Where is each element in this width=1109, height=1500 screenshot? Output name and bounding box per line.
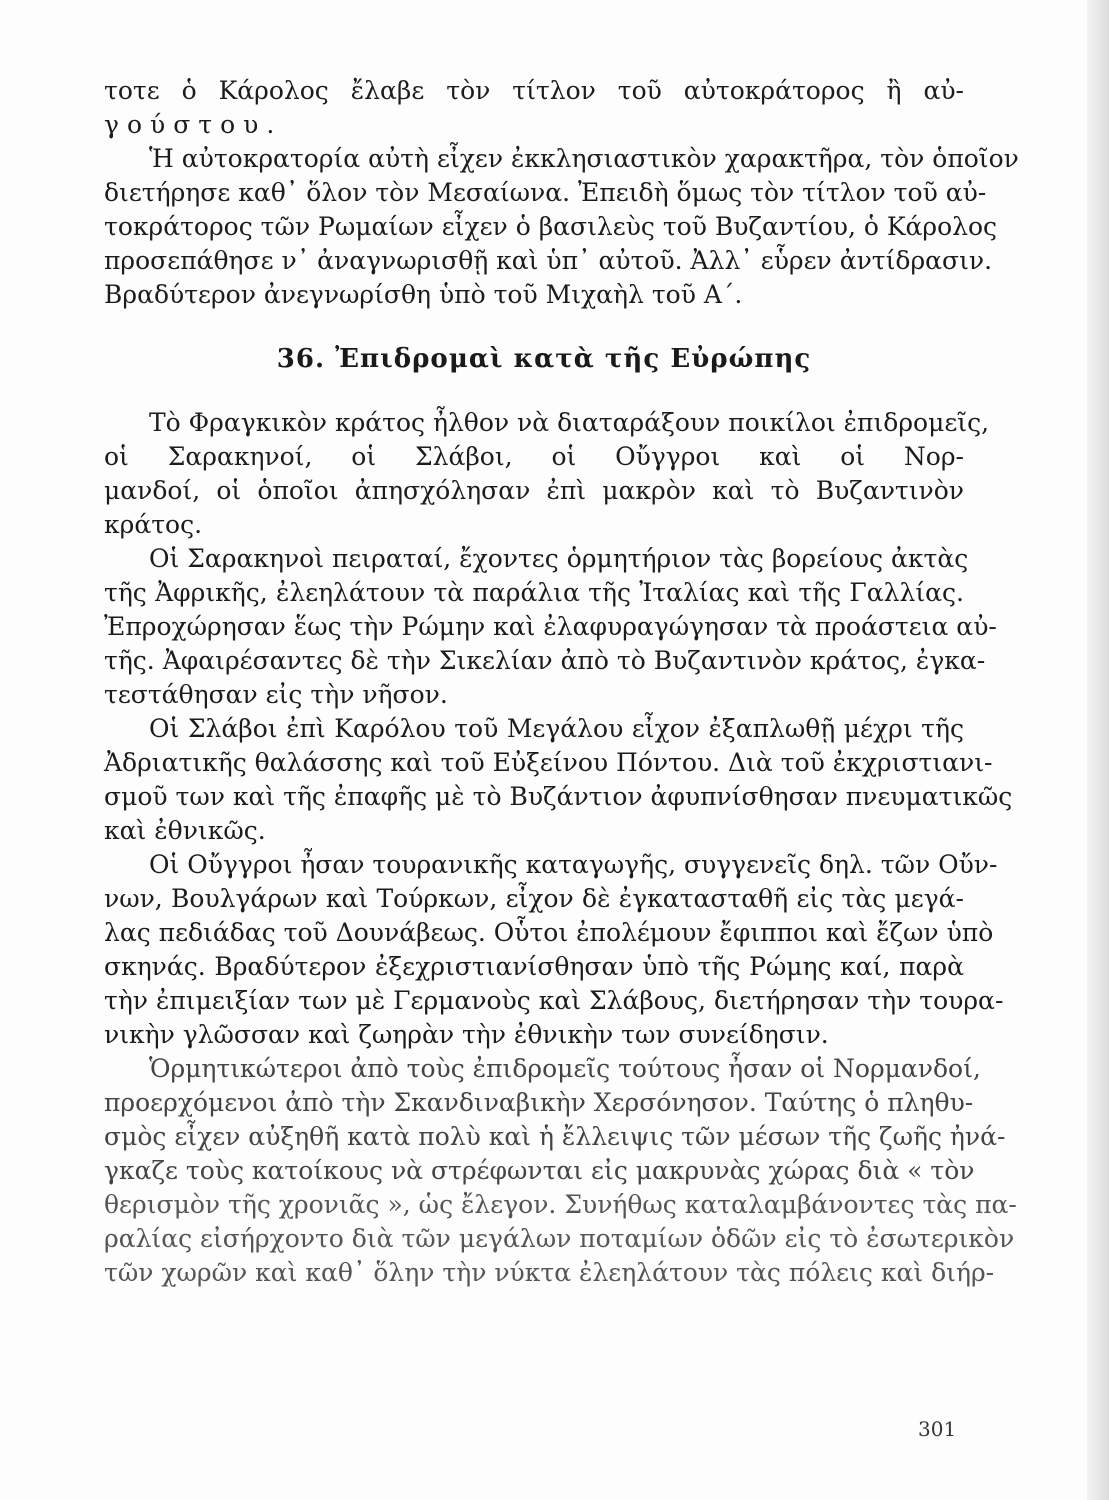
text-line: σκηνάς. Βραδύτερον ἐξεχριστιανίσθησαν ὑπὸ τῆς Ρώμης καί, παρὰ <box>104 952 964 981</box>
text-line: Ἀδριατικῆς θαλάσσης καὶ τοῦ Εὐξείνου Πόντου. Διὰ τοῦ ἐκχριστιανι- <box>104 748 993 777</box>
text-line: διετήρησε καθ᾽ ὅλον τὸν Μεσαίωνα. Ἐπειδὴ ὅμως τὸν τίτλον τοῦ αὐ- <box>104 178 987 207</box>
text-line: Τὸ Φραγκικὸν κράτος ἦλθον νὰ διαταράξουν ποικίλοι ἐπιδρομεῖς, <box>149 408 990 437</box>
text-line: προσεπάθησε ν᾽ ἀναγνωρισθῇ καὶ ὑπ᾽ αὐτοῦ. Ἀλλ᾽ εὗρεν ἀντίδρασιν. <box>104 246 993 275</box>
text-line: γούστου. <box>104 110 283 139</box>
text-line: μανδοί, οἱ ὁποῖοι ἀπησχόλησαν ἐπὶ μακρὸν καὶ τὸ Βυζαντινὸν <box>104 476 964 505</box>
text-line: τῆς Ἀφρικῆς, ἐλεηλάτουν τὰ παράλια τῆς Ἰταλίας καὶ τῆς Γαλλίας. <box>104 578 964 607</box>
text-line: θερισμὸν τῆς χρονιᾶς », ὡς ἔλεγον. Συνήθως καταλαμβάνοντες τὰς πα- <box>104 1190 1017 1219</box>
text-line: καὶ ἐθνικῶς. <box>104 816 266 845</box>
section-heading: 36. Ἐπιδρομαὶ κατὰ τῆς Εὐρώπης <box>276 344 812 374</box>
text-line: Βραδύτερον ἀνεγνωρίσθη ὑπὸ τοῦ Μιχαὴλ τοῦ Α΄. <box>104 280 743 309</box>
page-number: 301 <box>918 1417 957 1441</box>
text-line: Οἱ Σαρακηνοὶ πειραταί, ἔχοντες ὁρμητήριον τὰς βορείους ἀκτὰς <box>149 544 969 573</box>
text-line: τοκράτορος τῶν Ρωμαίων εἶχεν ὁ βασιλεὺς τοῦ Βυζαντίου, ὁ Κάρολος <box>104 212 998 241</box>
text-line: νων, Βουλγάρων καὶ Τούρκων, εἶχον δὲ ἐγκατασταθῆ εἰς τὰς μεγά- <box>104 884 964 913</box>
text-line: προερχόμενοι ἀπὸ τὴν Σκανδιναβικὴν Χερσόνησον. Ταύτης ὁ πληθυ- <box>104 1088 974 1117</box>
text-line: σμὸς εἶχεν αὐξηθῆ κατὰ πολὺ καὶ ἡ ἔλλειψις τῶν μέσων τῆς ζωῆς ἠνά- <box>104 1122 1006 1151</box>
text-line: ραλίας εἰσήρχοντο διὰ τῶν μεγάλων ποταμίων ὁδῶν εἰς τὸ ἐσωτερικὸν <box>104 1224 1015 1253</box>
text-line: τῆς. Ἀφαιρέσαντες δὲ τὴν Σικελίαν ἀπὸ τὸ Βυζαντινὸν κράτος, ἐγκα- <box>104 646 986 675</box>
page-text <box>104 74 1019 1290</box>
text-line: σμοῦ των καὶ τῆς ἐπαφῆς μὲ τὸ Βυζάντιον ἀφυπνίσθησαν πνευματικῶς <box>104 782 1013 811</box>
text-line: Ὁρμητικώτεροι ἀπὸ τοὺς ἐπιδρομεῖς τούτους ἦσαν οἱ Νορμανδοί, <box>149 1054 981 1083</box>
text-line: τεστάθησαν εἰς τὴν νῆσον. <box>104 680 448 709</box>
text-line: κράτος. <box>104 510 203 539</box>
text-line: οἱ Σαρακηνοί, οἱ Σλάβοι, οἱ Οὔγγροι καὶ οἱ Νορ- <box>104 442 964 471</box>
text-line: Ἐπροχώρησαν ἕως τὴν Ρώμην καὶ ἐλαφυραγώγησαν τὰ προάστεια αὐ- <box>104 612 997 641</box>
text-line: τῶν χωρῶν καὶ καθ᾽ ὅλην τὴν νύκτα ἐλεηλάτουν τὰς πόλεις καὶ διήρ- <box>104 1258 995 1287</box>
text-line: λας πεδιάδας τοῦ Δουνάβεως. Οὗτοι ἐπολέμουν ἔφιπποι καὶ ἔζων ὑπὸ <box>104 918 994 947</box>
page-edge-shadow <box>1087 0 1109 1500</box>
text-line: Οἱ Οὔγγροι ἦσαν τουρανικῆς καταγωγῆς, συγγενεῖς δηλ. τῶν Οὔν- <box>149 850 998 879</box>
text-line: νικὴν γλῶσσαν καὶ ζωηρὰν τὴν ἐθνικὴν των συνείδησιν. <box>104 1020 829 1049</box>
text-line: γκαζε τοὺς κατοίκους νὰ στρέφωνται εἰς μακρυνὰς χώρας διὰ « τὸν <box>104 1156 975 1185</box>
text-line: Οἱ Σλάβοι ἐπὶ Καρόλου τοῦ Μεγάλου εἶχον ἐξαπλωθῇ μέχρι τῆς <box>149 714 964 743</box>
text-line: τὴν ἐπιμειξίαν των μὲ Γερμανοὺς καὶ Σλάβους, διετήρησαν τὴν τουρα- <box>104 986 1004 1015</box>
text-line: τοτε ὁ Κάρολος ἔλαβε τὸν τίτλον τοῦ αὐτοκράτορος ἢ αὐ- <box>104 76 964 105</box>
text-line: Ἡ αὐτοκρατορία αὐτὴ εἶχεν ἐκκλησιαστικὸν χαρακτῆρα, τὸν ὁποῖον <box>149 144 1019 173</box>
